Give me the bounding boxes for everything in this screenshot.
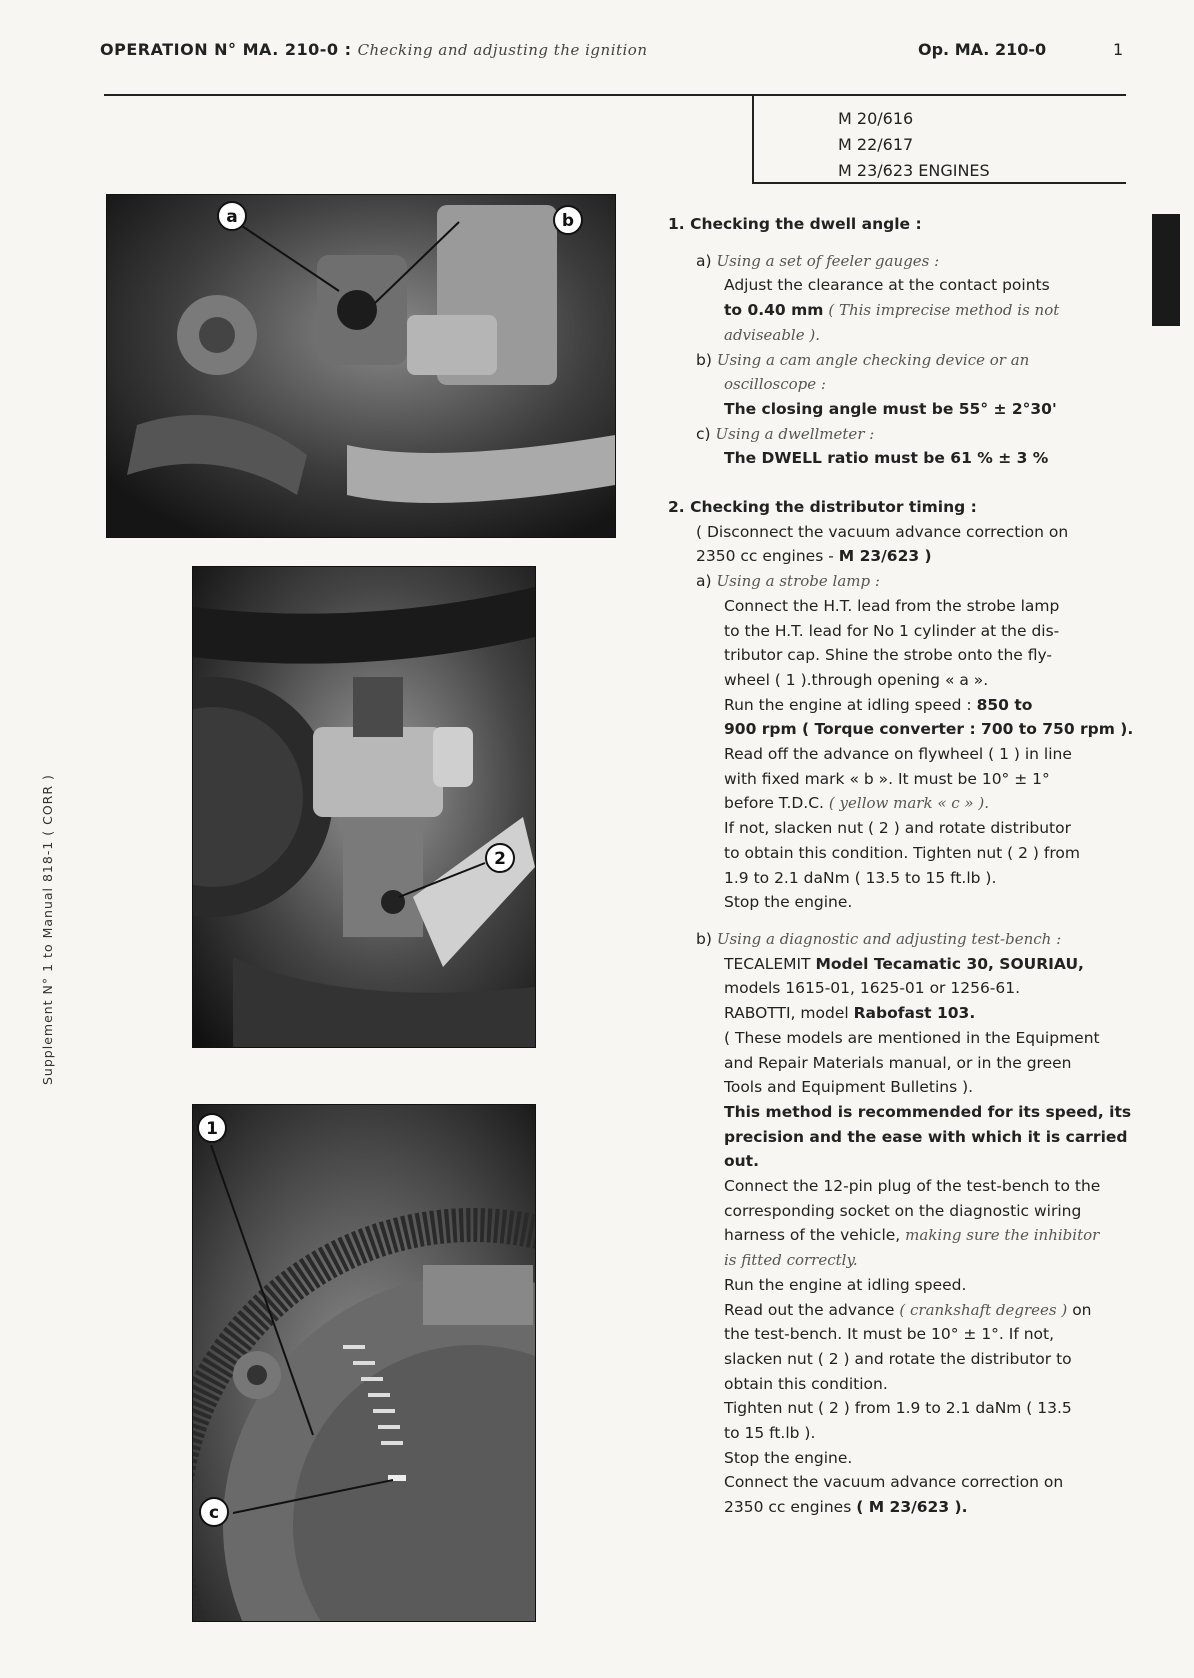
text-line: before T.D.C.	[724, 794, 824, 813]
method-title: Using a diagnostic and adjusting test-bench :	[716, 929, 1062, 948]
text-line: adviseable ).	[724, 325, 820, 344]
header-title	[100, 40, 648, 59]
text-line: tributor cap. Shine the strobe onto the fly-	[724, 646, 1052, 665]
text-line: Run the engine at idling speed :	[724, 695, 972, 714]
text-line: 1.9 to 2.1 daNm ( 13.5 to 15 ft.lb ).	[724, 868, 997, 887]
photo-flywheel-marks	[192, 1104, 536, 1622]
text-line: with fixed mark « b ». It must be 10° ± 1°	[724, 769, 1050, 788]
item-label: a)	[696, 572, 712, 591]
text-line: Stop the engine.	[724, 1448, 853, 1467]
text-line: is fitted correctly.	[724, 1251, 858, 1270]
engine-line: M 23/623 ENGINES	[838, 161, 990, 180]
engine-photo-image	[193, 567, 535, 1047]
text-line: RABOTTI, model	[724, 1004, 849, 1023]
text-line: to 0.40 mm	[724, 301, 824, 320]
page-number: 1	[1113, 40, 1124, 59]
text-line: If not, slacken nut ( 2 ) and rotate distributor	[724, 819, 1071, 838]
text-line: Connect the H.T. lead from the strobe lamp	[724, 596, 1060, 615]
method-title: oscilloscope :	[724, 375, 826, 394]
text-line: ( Disconnect the vacuum advance correction on	[696, 522, 1069, 541]
text-line: This method is recommended for its speed, its	[724, 1102, 1132, 1121]
engine-line: M 20/616	[838, 109, 914, 128]
text-line: 850 to	[976, 695, 1033, 714]
section-1-title: 1. Checking the dwell angle :	[668, 215, 922, 233]
text-line: wheel ( 1 ).through opening « a ».	[724, 670, 989, 689]
text-line: on	[1072, 1300, 1092, 1319]
callout-2: 2	[485, 843, 515, 873]
spec-line: 900 rpm ( Torque converter : 700 to 750 rpm ).	[724, 720, 1134, 739]
text-line: and Repair Materials manual, or in the green	[724, 1053, 1072, 1072]
spec-line: The closing angle must be 55° ± 2°30'	[724, 399, 1057, 418]
text-line: 2350 cc engines -	[696, 547, 834, 566]
text-line: to obtain this condition. Tighten nut ( 2 ) from	[724, 843, 1080, 862]
text-line: models 1615-01, 1625-01 or 1256-61.	[724, 979, 1021, 998]
text-line: ( M 23/623 ).	[856, 1498, 968, 1517]
text-line: Stop the engine.	[724, 893, 853, 912]
text-line: ( This imprecise method is not	[828, 301, 1060, 320]
text-line: Read off the advance on flywheel ( 1 ) in line	[724, 745, 1072, 764]
text-line: to the H.T. lead for No 1 cylinder at the dis-	[724, 621, 1060, 640]
text-line: slacken nut ( 2 ) and rotate the distributor to	[724, 1349, 1072, 1368]
method-title: Using a strobe lamp :	[716, 572, 880, 591]
text-line: 2350 cc engines	[724, 1498, 852, 1517]
text-line: Adjust the clearance at the contact points	[724, 276, 1050, 295]
text-line: Tools and Equipment Bulletins ).	[724, 1078, 974, 1097]
header-operation: OPERATION N° MA. 210-0 :	[100, 40, 352, 59]
header-op-ref: Op. MA. 210-0	[918, 40, 1047, 59]
spec-line: The DWELL ratio must be 61 % ± 3 %	[724, 449, 1049, 468]
text-line: M 23/623 )	[838, 547, 932, 566]
text-line: Rabofast 103.	[853, 1004, 976, 1023]
method-title: Using a set of feeler gauges :	[716, 251, 940, 270]
header-subtitle: Checking and adjusting the ignition	[357, 41, 648, 59]
text-line: ( crankshaft degrees )	[899, 1300, 1068, 1319]
text-line: making sure the inhibitor	[905, 1226, 1100, 1245]
text-line: precision and the ease with which it is carried	[724, 1127, 1128, 1146]
engine-photo-image	[107, 195, 615, 537]
item-label: c)	[696, 424, 711, 443]
text-line: Model Tecamatic 30, SOURIAU,	[815, 954, 1084, 973]
callout-1: 1	[197, 1113, 227, 1143]
text-line: corresponding socket on the diagnostic wiring	[724, 1201, 1082, 1220]
text-line: Read out the advance	[724, 1300, 895, 1319]
text-line: the test-bench. It must be 10° ± 1°. If not,	[724, 1325, 1055, 1344]
callout-c: c	[199, 1497, 229, 1527]
text-line: Run the engine at idling speed.	[724, 1275, 967, 1294]
engines-box	[752, 96, 1126, 184]
method-title: Using a cam angle checking device or an	[716, 350, 1030, 369]
item-label: b)	[696, 929, 712, 948]
sidebar-supplement-note: Supplement N° 1 to Manual 818-1 ( CORR )	[40, 774, 55, 1085]
text-line: to 15 ft.lb ).	[724, 1424, 816, 1443]
procedure-text	[668, 212, 1148, 1520]
engine-photo-image	[193, 1105, 535, 1621]
item-label: b)	[696, 350, 712, 369]
text-line: ( yellow mark « c » ).	[828, 794, 989, 813]
text-line: Connect the vacuum advance correction on	[724, 1473, 1064, 1492]
text-line: TECALEMIT	[724, 954, 811, 973]
section-2-title: 2. Checking the distributor timing :	[668, 498, 977, 517]
text-line: Tighten nut ( 2 ) from 1.9 to 2.1 daNm ( 13.5	[724, 1399, 1072, 1418]
item-label: a)	[696, 251, 712, 270]
method-title: Using a dwellmeter :	[715, 424, 875, 443]
photo-distributor-nut	[192, 566, 536, 1048]
text-line: Connect the 12-pin plug of the test-bench to the	[724, 1177, 1101, 1196]
engine-line: M 22/617	[838, 135, 914, 154]
text-line: out.	[724, 1152, 759, 1171]
section-tab-marker	[1152, 214, 1180, 326]
text-line: ( These models are mentioned in the Equipment	[724, 1028, 1100, 1047]
photo-distributor-top	[106, 194, 616, 538]
callout-b: b	[553, 205, 583, 235]
callout-a: a	[217, 201, 247, 231]
text-line: harness of the vehicle,	[724, 1226, 901, 1245]
text-line: obtain this condition.	[724, 1374, 888, 1393]
